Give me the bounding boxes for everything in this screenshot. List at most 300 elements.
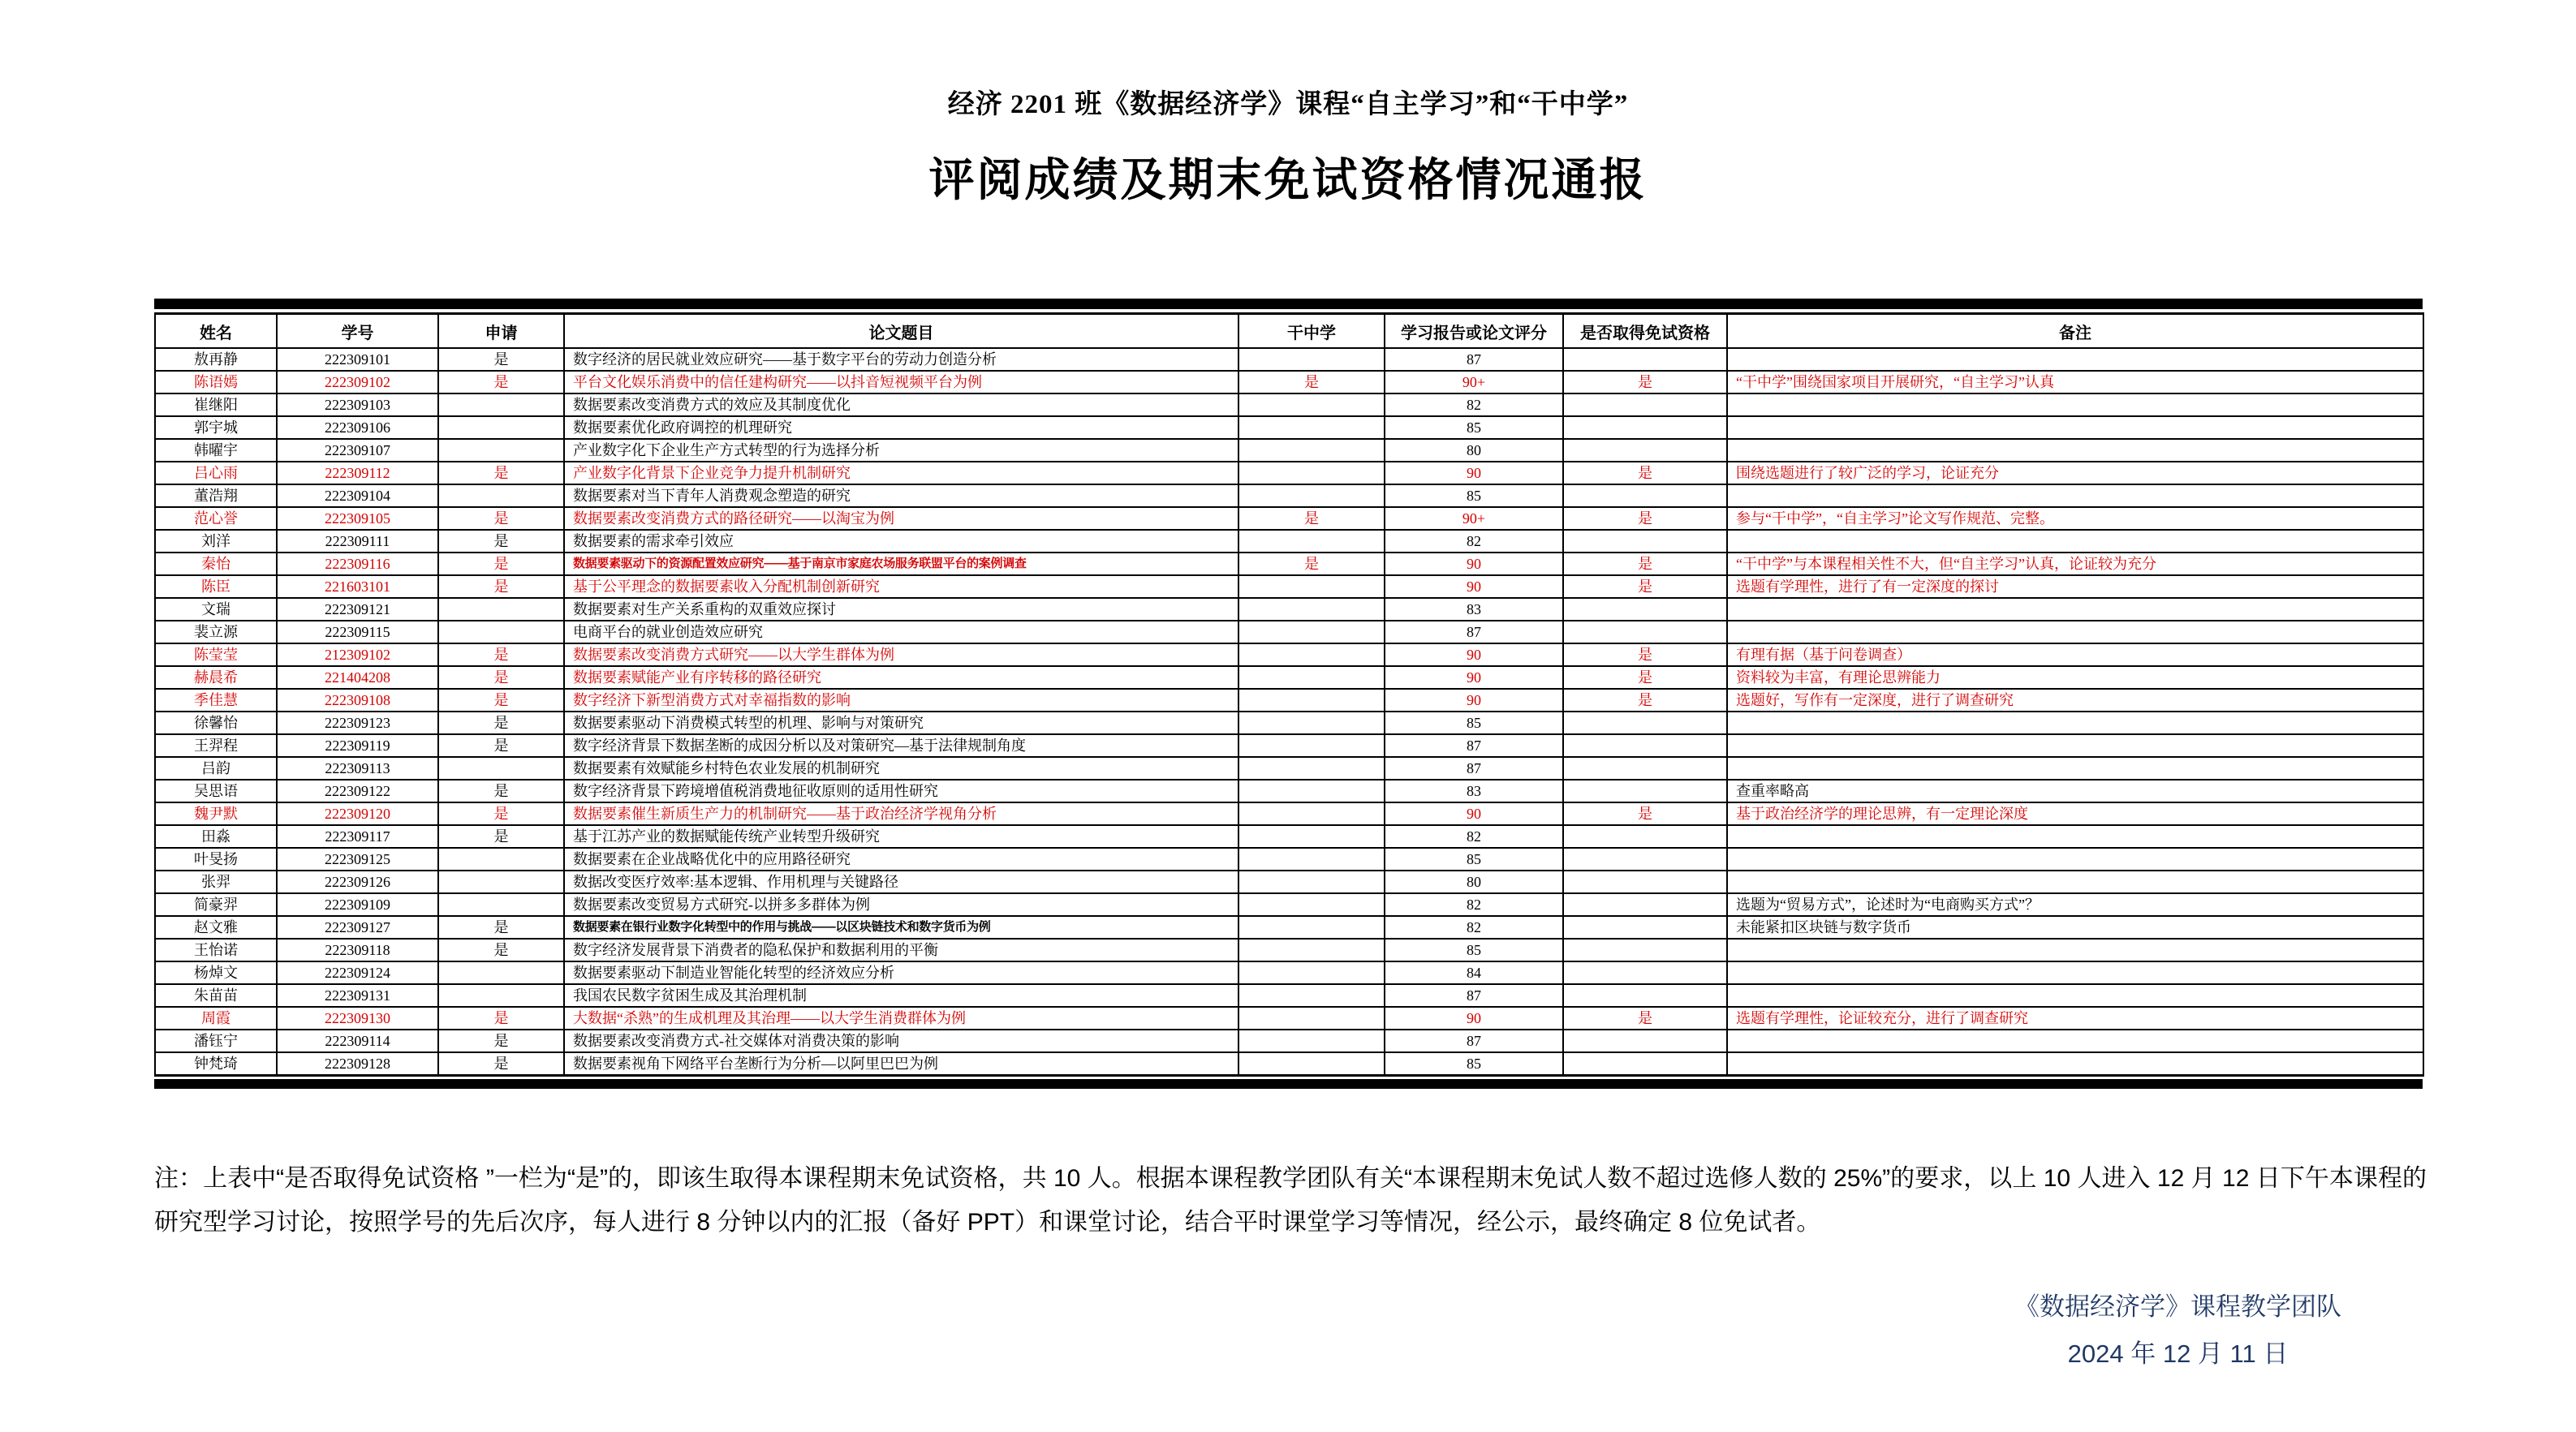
cell-paper-title: 大数据“杀熟”的生成机理及其治理——以大学生消费群体为例	[564, 1007, 1238, 1030]
cell-student-id: 222309130	[277, 1007, 438, 1030]
cell-apply: 是	[438, 575, 564, 598]
cell-name: 朱苗苗	[155, 984, 277, 1007]
cell-student-id: 222309101	[277, 348, 438, 371]
cell-score: 82	[1385, 530, 1563, 553]
column-header: 申请	[438, 314, 564, 349]
column-header: 是否取得免试资格	[1563, 314, 1727, 349]
cell-apply: 是	[438, 825, 564, 848]
table-row	[155, 439, 2423, 462]
cell-paper-title: 产业数字化背景下企业竞争力提升机制研究	[564, 462, 1238, 484]
cell-exempt	[1563, 530, 1727, 553]
cell-exempt	[1563, 621, 1727, 643]
cell-apply: 是	[438, 916, 564, 939]
cell-paper-title: 平台文化娱乐消费中的信任建构研究——以抖音短视频平台为例	[564, 371, 1238, 393]
cell-score: 84	[1385, 961, 1563, 984]
cell-apply: 是	[438, 530, 564, 553]
cell-name: 潘钰宁	[155, 1030, 277, 1052]
cell-score: 87	[1385, 348, 1563, 371]
cell-exempt	[1563, 712, 1727, 734]
cell-paper-title: 数字经济背景下跨境增值税消费地征收原则的适用性研究	[564, 780, 1238, 802]
cell-score: 87	[1385, 757, 1563, 780]
cell-name: 文瑞	[155, 598, 277, 621]
cell-name: 刘洋	[155, 530, 277, 553]
cell-student-id: 222309112	[277, 462, 438, 484]
cell-remark	[1727, 484, 2423, 507]
cell-remark: 选题有学理性，论证较充分，进行了调查研究	[1727, 1007, 2423, 1030]
cell-student-id: 222309121	[277, 598, 438, 621]
cell-remark	[1727, 734, 2423, 757]
table-row	[155, 507, 2423, 530]
cell-name: 王羿程	[155, 734, 277, 757]
cell-score: 83	[1385, 598, 1563, 621]
cell-apply: 是	[438, 1030, 564, 1052]
cell-score: 90+	[1385, 371, 1563, 393]
cell-learning-by-doing	[1238, 598, 1385, 621]
cell-score: 90	[1385, 462, 1563, 484]
cell-name: 董浩翔	[155, 484, 277, 507]
cell-remark	[1727, 871, 2423, 893]
cell-learning-by-doing	[1238, 757, 1385, 780]
cell-remark	[1727, 984, 2423, 1007]
cell-exempt	[1563, 757, 1727, 780]
cell-student-id: 222309105	[277, 507, 438, 530]
cell-apply	[438, 757, 564, 780]
cell-learning-by-doing	[1238, 1030, 1385, 1052]
cell-learning-by-doing	[1238, 1052, 1385, 1076]
cell-name: 赵文雅	[155, 916, 277, 939]
cell-apply	[438, 984, 564, 1007]
cell-paper-title: 数字经济的居民就业效应研究——基于数字平台的劳动力创造分析	[564, 348, 1238, 371]
cell-paper-title: 数据要素驱动下消费模式转型的机理、影响与对策研究	[564, 712, 1238, 734]
column-header: 学号	[277, 314, 438, 349]
cell-paper-title: 数据要素的需求牵引效应	[564, 530, 1238, 553]
cell-remark	[1727, 712, 2423, 734]
cell-learning-by-doing	[1238, 416, 1385, 439]
cell-score: 87	[1385, 621, 1563, 643]
cell-name: 张羿	[155, 871, 277, 893]
cell-learning-by-doing	[1238, 643, 1385, 666]
table-row	[155, 643, 2423, 666]
cell-learning-by-doing	[1238, 712, 1385, 734]
cell-name: 崔继阳	[155, 393, 277, 416]
cell-score: 90	[1385, 575, 1563, 598]
cell-apply: 是	[438, 553, 564, 575]
cell-learning-by-doing: 是	[1238, 371, 1385, 393]
cell-apply	[438, 598, 564, 621]
cell-paper-title: 数据要素在银行业数字化转型中的作用与挑战——以区块链技术和数字货币为例	[564, 916, 1238, 939]
cell-exempt	[1563, 416, 1727, 439]
cell-paper-title: 我国农民数字贫困生成及其治理机制	[564, 984, 1238, 1007]
cell-score: 85	[1385, 1052, 1563, 1076]
cell-learning-by-doing	[1238, 916, 1385, 939]
cell-score: 85	[1385, 712, 1563, 734]
cell-paper-title: 数据要素改变消费方式的路径研究——以淘宝为例	[564, 507, 1238, 530]
cell-student-id: 222309109	[277, 893, 438, 916]
cell-name: 钟梵琦	[155, 1052, 277, 1076]
cell-remark	[1727, 825, 2423, 848]
cell-student-id: 222309107	[277, 439, 438, 462]
cell-paper-title: 数据要素赋能产业有序转移的路径研究	[564, 666, 1238, 689]
cell-apply	[438, 893, 564, 916]
cell-apply: 是	[438, 712, 564, 734]
cell-remark	[1727, 598, 2423, 621]
cell-student-id: 222309108	[277, 689, 438, 712]
cell-name: 周霞	[155, 1007, 277, 1030]
cell-name: 吴思语	[155, 780, 277, 802]
column-header: 备注	[1727, 314, 2423, 349]
cell-name: 王怡诺	[155, 939, 277, 961]
cell-paper-title: 数据要素优化政府调控的机理研究	[564, 416, 1238, 439]
cell-paper-title: 数据要素驱动下制造业智能化转型的经济效应分析	[564, 961, 1238, 984]
table-row	[155, 621, 2423, 643]
table-row	[155, 848, 2423, 871]
cell-apply	[438, 416, 564, 439]
cell-learning-by-doing	[1238, 734, 1385, 757]
cell-student-id: 222309122	[277, 780, 438, 802]
cell-remark	[1727, 757, 2423, 780]
cell-exempt: 是	[1563, 802, 1727, 825]
table-row	[155, 939, 2423, 961]
cell-exempt: 是	[1563, 371, 1727, 393]
table-row	[155, 1052, 2423, 1076]
cell-exempt: 是	[1563, 553, 1727, 575]
cell-student-id: 222309120	[277, 802, 438, 825]
cell-learning-by-doing	[1238, 780, 1385, 802]
cell-paper-title: 数据要素对生产关系重构的双重效应探讨	[564, 598, 1238, 621]
cell-student-id: 222309118	[277, 939, 438, 961]
cell-apply	[438, 961, 564, 984]
cell-remark: 资料较为丰富，有理论思辨能力	[1727, 666, 2423, 689]
signature-team: 《数据经济学》课程教学团队	[2014, 1292, 2341, 1321]
cell-score: 90	[1385, 553, 1563, 575]
signature-block	[2014, 1284, 2341, 1378]
cell-exempt	[1563, 1052, 1727, 1076]
cell-score: 82	[1385, 916, 1563, 939]
cell-remark	[1727, 939, 2423, 961]
signature-date: 2024 年 12 月 11 日	[2067, 1340, 2289, 1368]
cell-score: 85	[1385, 416, 1563, 439]
cell-remark: 围绕选题进行了较广泛的学习，论证充分	[1727, 462, 2423, 484]
cell-name: 范心誉	[155, 507, 277, 530]
cell-learning-by-doing	[1238, 393, 1385, 416]
column-header: 姓名	[155, 314, 277, 349]
cell-apply: 是	[438, 734, 564, 757]
cell-remark	[1727, 621, 2423, 643]
table-row	[155, 802, 2423, 825]
cell-remark: 有理有据（基于问卷调查）	[1727, 643, 2423, 666]
cell-paper-title: 数据要素改变消费方式的效应及其制度优化	[564, 393, 1238, 416]
cell-exempt	[1563, 848, 1727, 871]
cell-apply	[438, 871, 564, 893]
cell-score: 90	[1385, 802, 1563, 825]
cell-score: 90	[1385, 689, 1563, 712]
table-row	[155, 871, 2423, 893]
cell-score: 85	[1385, 484, 1563, 507]
cell-name: 田淼	[155, 825, 277, 848]
cell-apply: 是	[438, 348, 564, 371]
cell-exempt	[1563, 348, 1727, 371]
cell-learning-by-doing	[1238, 848, 1385, 871]
cell-exempt	[1563, 1030, 1727, 1052]
cell-exempt: 是	[1563, 1007, 1727, 1030]
table-row	[155, 462, 2423, 484]
cell-remark	[1727, 961, 2423, 984]
table-row	[155, 484, 2423, 507]
cell-paper-title: 数字经济背景下数据垄断的成因分析以及对策研究—基于法律规制角度	[564, 734, 1238, 757]
cell-learning-by-doing	[1238, 984, 1385, 1007]
table-row	[155, 712, 2423, 734]
column-header: 学习报告或论文评分	[1385, 314, 1563, 349]
cell-exempt: 是	[1563, 462, 1727, 484]
cell-learning-by-doing	[1238, 348, 1385, 371]
cell-paper-title: 产业数字化下企业生产方式转型的行为选择分析	[564, 439, 1238, 462]
cell-paper-title: 数据要素有效赋能乡村特色农业发展的机制研究	[564, 757, 1238, 780]
table-row	[155, 666, 2423, 689]
cell-learning-by-doing	[1238, 802, 1385, 825]
cell-score: 87	[1385, 734, 1563, 757]
table-row	[155, 348, 2423, 371]
cell-remark: 选题好，写作有一定深度，进行了调查研究	[1727, 689, 2423, 712]
table-row	[155, 1030, 2423, 1052]
cell-remark: 基于政治经济学的理论思辨，有一定理论深度	[1727, 802, 2423, 825]
cell-name: 韩曜宇	[155, 439, 277, 462]
cell-paper-title: 数据要素驱动下的资源配置效应研究——基于南京市家庭农场服务联盟平台的案例调查	[564, 553, 1238, 575]
cell-remark	[1727, 530, 2423, 553]
cell-remark: 选题为“贸易方式”，论述时为“电商购买方式”？	[1727, 893, 2423, 916]
cell-paper-title: 数据要素在企业战略优化中的应用路径研究	[564, 848, 1238, 871]
cell-apply: 是	[438, 462, 564, 484]
cell-paper-title: 数字经济发展背景下消费者的隐私保护和数据利用的平衡	[564, 939, 1238, 961]
cell-apply	[438, 393, 564, 416]
cell-remark	[1727, 416, 2423, 439]
cell-score: 80	[1385, 871, 1563, 893]
cell-exempt	[1563, 825, 1727, 848]
cell-remark: 未能紧扣区块链与数字货币	[1727, 916, 2423, 939]
cell-exempt	[1563, 484, 1727, 507]
cell-apply: 是	[438, 371, 564, 393]
cell-learning-by-doing	[1238, 439, 1385, 462]
cell-learning-by-doing	[1238, 825, 1385, 848]
cell-name: 季佳慧	[155, 689, 277, 712]
column-header: 论文题目	[564, 314, 1238, 349]
cell-student-id: 221603101	[277, 575, 438, 598]
cell-exempt	[1563, 871, 1727, 893]
table-row	[155, 575, 2423, 598]
cell-exempt: 是	[1563, 689, 1727, 712]
table-row	[155, 598, 2423, 621]
cell-exempt: 是	[1563, 666, 1727, 689]
cell-student-id: 222309102	[277, 371, 438, 393]
cell-learning-by-doing: 是	[1238, 507, 1385, 530]
cell-score: 87	[1385, 1030, 1563, 1052]
cell-name: 杨焯文	[155, 961, 277, 984]
cell-learning-by-doing	[1238, 893, 1385, 916]
cell-learning-by-doing	[1238, 575, 1385, 598]
cell-exempt	[1563, 893, 1727, 916]
cell-apply: 是	[438, 507, 564, 530]
cell-name: 吕韵	[155, 757, 277, 780]
cell-student-id: 221404208	[277, 666, 438, 689]
cell-apply	[438, 484, 564, 507]
cell-score: 90	[1385, 1007, 1563, 1030]
cell-remark: 参与“干中学”，“自主学习”论文写作规范、完整。	[1727, 507, 2423, 530]
cell-score: 82	[1385, 893, 1563, 916]
cell-paper-title: 数据要素改变消费方式研究——以大学生群体为例	[564, 643, 1238, 666]
cell-student-id: 222309113	[277, 757, 438, 780]
cell-learning-by-doing	[1238, 666, 1385, 689]
cell-apply: 是	[438, 802, 564, 825]
table-row	[155, 393, 2423, 416]
cell-apply	[438, 621, 564, 643]
cell-score: 80	[1385, 439, 1563, 462]
cell-paper-title: 数字经济下新型消费方式对幸福指数的影响	[564, 689, 1238, 712]
cell-name: 郭宇城	[155, 416, 277, 439]
table-row	[155, 825, 2423, 848]
cell-remark	[1727, 348, 2423, 371]
cell-exempt	[1563, 780, 1727, 802]
cell-name: 吕心雨	[155, 462, 277, 484]
cell-paper-title: 数据改变医疗效率:基本逻辑、作用机理与关键路径	[564, 871, 1238, 893]
cell-exempt: 是	[1563, 507, 1727, 530]
cell-student-id: 222309103	[277, 393, 438, 416]
cell-apply: 是	[438, 939, 564, 961]
cell-name: 陈语嫣	[155, 371, 277, 393]
table-row	[155, 553, 2423, 575]
cell-exempt	[1563, 984, 1727, 1007]
cell-student-id: 222309123	[277, 712, 438, 734]
cell-learning-by-doing	[1238, 1007, 1385, 1030]
table-row	[155, 757, 2423, 780]
table-row	[155, 530, 2423, 553]
cell-name: 陈臣	[155, 575, 277, 598]
cell-remark: “干中学”与本课程相关性不大，但“自主学习”认真，论证较为充分	[1727, 553, 2423, 575]
cell-student-id: 222309106	[277, 416, 438, 439]
table-header-row	[155, 314, 2423, 349]
cell-student-id: 222309125	[277, 848, 438, 871]
cell-paper-title: 数据要素改变贸易方式研究-以拼多多群体为例	[564, 893, 1238, 916]
cell-student-id: 222309124	[277, 961, 438, 984]
cell-remark: “干中学”围绕国家项目开展研究，“自主学习”认真	[1727, 371, 2423, 393]
table-row	[155, 984, 2423, 1007]
cell-remark	[1727, 393, 2423, 416]
cell-exempt	[1563, 598, 1727, 621]
cell-learning-by-doing: 是	[1238, 553, 1385, 575]
cell-exempt	[1563, 961, 1727, 984]
column-header: 干中学	[1238, 314, 1385, 349]
cell-remark: 选题有学理性，进行了有一定深度的探讨	[1727, 575, 2423, 598]
grade-table	[154, 312, 2424, 1077]
cell-exempt	[1563, 939, 1727, 961]
cell-name: 裴立源	[155, 621, 277, 643]
cell-paper-title: 基于江苏产业的数据赋能传统产业转型升级研究	[564, 825, 1238, 848]
cell-paper-title: 基于公平理念的数据要素收入分配机制创新研究	[564, 575, 1238, 598]
cell-apply: 是	[438, 780, 564, 802]
cell-paper-title: 数据要素催生新质生产力的机制研究——基于政治经济学视角分析	[564, 802, 1238, 825]
cell-apply: 是	[438, 643, 564, 666]
table-row	[155, 893, 2423, 916]
cell-student-id: 222309126	[277, 871, 438, 893]
cell-learning-by-doing	[1238, 621, 1385, 643]
cell-apply: 是	[438, 1007, 564, 1030]
cell-score: 83	[1385, 780, 1563, 802]
cell-student-id: 222309111	[277, 530, 438, 553]
cell-name: 陈莹莹	[155, 643, 277, 666]
cell-student-id: 222309127	[277, 916, 438, 939]
table-row	[155, 916, 2423, 939]
cell-paper-title: 数据要素视角下网络平台垄断行为分析—以阿里巴巴为例	[564, 1052, 1238, 1076]
cell-remark	[1727, 1030, 2423, 1052]
cell-name: 简豪羿	[155, 893, 277, 916]
cell-exempt	[1563, 734, 1727, 757]
cell-student-id: 222309104	[277, 484, 438, 507]
grade-table-container	[154, 299, 2423, 1089]
table-row	[155, 734, 2423, 757]
cell-student-id: 222309119	[277, 734, 438, 757]
cell-learning-by-doing	[1238, 530, 1385, 553]
cell-name: 徐馨怡	[155, 712, 277, 734]
cell-paper-title: 数据要素改变消费方式-社交媒体对消费决策的影响	[564, 1030, 1238, 1052]
cell-student-id: 222309115	[277, 621, 438, 643]
cell-student-id: 222309128	[277, 1052, 438, 1076]
cell-score: 90+	[1385, 507, 1563, 530]
cell-name: 秦怡	[155, 553, 277, 575]
cell-exempt	[1563, 393, 1727, 416]
cell-apply: 是	[438, 666, 564, 689]
cell-score: 90	[1385, 666, 1563, 689]
footnote: 注：上表中“是否取得免试资格 ”一栏为“是”的，即该生取得本课程期末免试资格，共 10 人。根据本课程教学团队有关“本课程期末免试人数不超过选修人数的 25%”的要求，以上 10 人进入 12 月 12 日下午本课程的研究型学习讨论，按照学号的先后次序，每人进行 8 分钟以内的汇报（备好 PPT）和课堂讨论，结合平时课堂学习等情况，经公示，最终确定 8 位免试者。	[154, 1165, 2427, 1236]
cell-remark: 查重率略高	[1727, 780, 2423, 802]
table-body	[155, 348, 2423, 1076]
table-row	[155, 780, 2423, 802]
cell-student-id: 222309116	[277, 553, 438, 575]
cell-apply	[438, 848, 564, 871]
cell-student-id: 222309131	[277, 984, 438, 1007]
cell-apply	[438, 439, 564, 462]
cell-learning-by-doing	[1238, 961, 1385, 984]
cell-score: 82	[1385, 825, 1563, 848]
cell-learning-by-doing	[1238, 689, 1385, 712]
cell-exempt	[1563, 439, 1727, 462]
page-title: 评阅成绩及期末免试资格情况通报	[928, 154, 1648, 205]
cell-score: 85	[1385, 848, 1563, 871]
cell-paper-title: 电商平台的就业创造效应研究	[564, 621, 1238, 643]
cell-name: 魏尹默	[155, 802, 277, 825]
cell-exempt: 是	[1563, 575, 1727, 598]
table-row	[155, 371, 2423, 393]
cell-student-id: 212309102	[277, 643, 438, 666]
cell-score: 85	[1385, 939, 1563, 961]
cell-exempt: 是	[1563, 643, 1727, 666]
cell-exempt	[1563, 916, 1727, 939]
cell-remark	[1727, 439, 2423, 462]
cell-score: 87	[1385, 984, 1563, 1007]
cell-name: 叶旻扬	[155, 848, 277, 871]
table-row	[155, 961, 2423, 984]
cell-learning-by-doing	[1238, 871, 1385, 893]
cell-student-id: 222309117	[277, 825, 438, 848]
cell-score: 82	[1385, 393, 1563, 416]
table-row	[155, 1007, 2423, 1030]
cell-apply: 是	[438, 1052, 564, 1076]
cell-score: 90	[1385, 643, 1563, 666]
cell-name: 敖再静	[155, 348, 277, 371]
cell-learning-by-doing	[1238, 484, 1385, 507]
cell-student-id: 222309114	[277, 1030, 438, 1052]
cell-learning-by-doing	[1238, 462, 1385, 484]
cell-remark	[1727, 848, 2423, 871]
table-row	[155, 689, 2423, 712]
cell-paper-title: 数据要素对当下青年人消费观念塑造的研究	[564, 484, 1238, 507]
